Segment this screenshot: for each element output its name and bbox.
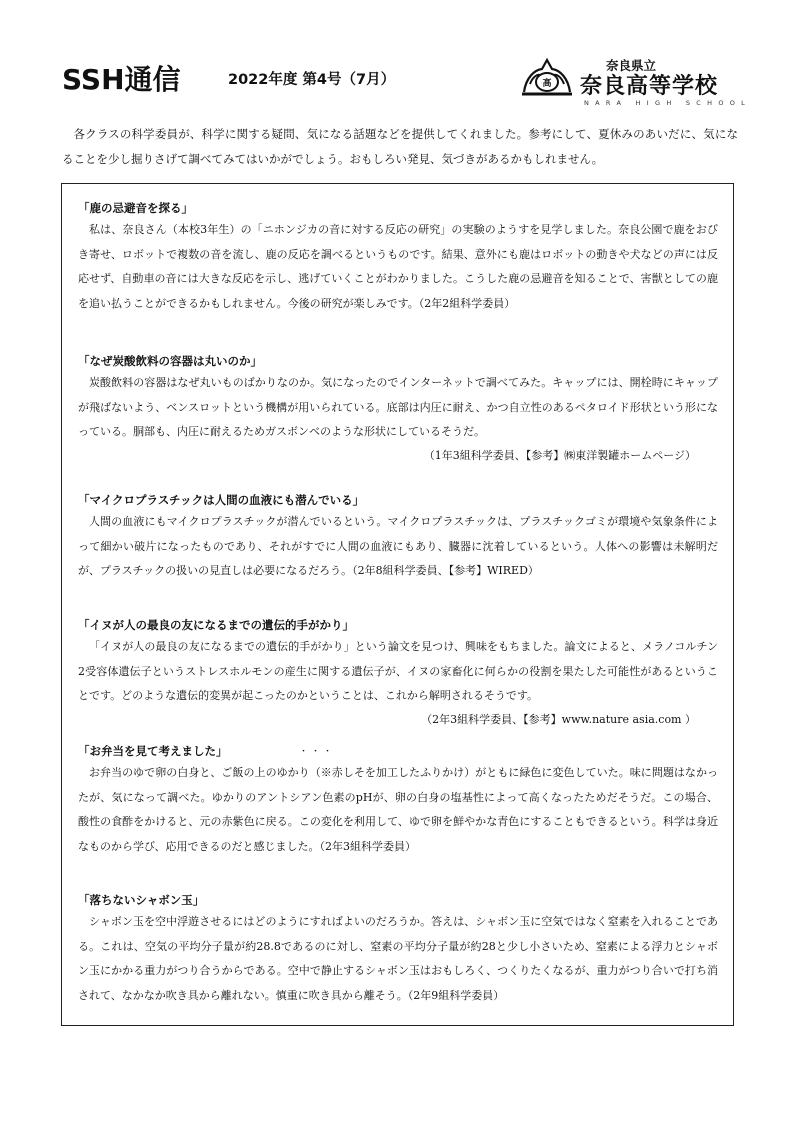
school-name-english: NARA HIGH SCHOOL [584, 99, 752, 107]
school-prefecture: 奈良県立 [606, 58, 657, 73]
newsletter-header [62, 52, 752, 108]
article-title: 「鹿の忌避音を探る」 [78, 201, 193, 215]
newsletter-title: SSH通信 [62, 63, 181, 96]
article-microplastic [78, 490, 718, 584]
intro-paragraph: 各クラスの科学委員が、科学に関する疑問、気になる話題などを提供してくれました。参考にして、夏休みのあいだに、気になることを少し掘りさげて調べてみてはいかがでしょう。おもしろい発見、気づきがあるかもしれません。 [62, 127, 738, 166]
article-body: シャボン玉を空中浮遊させるにはどのようにすればよいのだろうか。答えは、シャボン玉に空気ではなく窒素を入れることである。これは、空気の平均分子量が約28.8であるのに対し、窒素の平均分子量が約28と少し小さいため、窒素による浮力とシャボン玉にかかる重力がつり合うからである。空中で静止するシャボン玉はおもしろく、つくりたくなるが、重力がつり合いで打ち消されて、なかなか吹き具から離れない。慎重に吹き具から離そう。（2年9組科学委員） [78, 915, 718, 1002]
issue-info: 2022年度 第4号（7月） [228, 72, 396, 88]
article-source: （2年3組科学委員、【参考】www.nature asia.com ） [421, 712, 696, 726]
article-body: お弁当のゆで卵の白身と、ご飯の上のゆかり（※赤しそを加工したふりかけ）がともに緑色に変色していた。味に問題はなかったが、気になって調べた。ゆかりのアントシアン色素のpHが、卵の白身の塩基性によって高くなったためだそうだ。この場合、酸性の食酢をかけると、元の赤紫色に戻る。この変化を利用して、ゆで卵を鮮やかな青色にすることもできるという。科学は身近なものから学び、応用できるのだと感じました。（2年3組科学委員） [78, 766, 718, 853]
article-title: 「イヌが人の最良の友になるまでの遺伝的手がかり」 [78, 618, 354, 632]
article-deer [78, 198, 718, 316]
school-name: 奈良高等学校 [580, 74, 719, 99]
articles-box [61, 183, 734, 1026]
article-bubble [78, 890, 718, 1008]
school-emblem-icon [520, 56, 574, 100]
article-body: 人間の血液にもマイクロプラスチックが潜んでいるという。マイクロプラスチックは、プラスチックゴミが環境や気象条件によって細かい破片になったものであり、それがすでに人間の血液にもあり、臓器に沈着しているという。人体への影響は未解明だが、プラスチックの扱いの見直しは必要になるだろう。（2年8組科学委員、【参考】WIRED） [78, 515, 718, 578]
article-title: 「マイクロプラスチックは人間の血液にも潜んでいる」 [78, 493, 365, 507]
school-logo [520, 52, 752, 108]
article-dog [78, 615, 718, 731]
article-body: 私は、奈良さん（本校3年生）の「ニホンジカの音に対する反応の研究」の実験のようすを見学しました。奈良公園で鹿をおびき寄せ、ロボットで複数の音を流し、鹿の反応を調べるというものです。結果、意外にも鹿はロボットの動きや犬などの声には反応せず、自動車の音には大きな反応を示し、逃げていくことがわかりました。こうした鹿の忌避音を知ることで、害獣としての鹿を追い払うことができるかもしれません。今後の研究が楽しみです。（2年2組科学委員） [78, 223, 718, 310]
article-source: （1年3組科学委員、【参考】㈱東洋製罐ホームページ） [423, 448, 696, 462]
article-title: 「お弁当を見て考えました」 [78, 744, 228, 758]
article-title: 「なぜ炭酸飲料の容器は丸いのか」 [78, 354, 262, 368]
article-body: 炭酸飲料の容器はなぜ丸いものばかりなのか。気になったのでインターネットで調べてみた。キャップには、開栓時にキャップが飛ばないよう、ベンスロットという機構が用いられている。底部は内圧に耐え、かつ自立性のあるペタロイド形状という形になっている。胴部も、内圧に耐えるためガスボンベのような形状にしているそうだ。 [78, 376, 718, 439]
emphasis-marks: ・・・ [299, 747, 336, 757]
article-title: 「落ちないシャボン玉」 [78, 893, 205, 907]
article-carbonated [78, 351, 718, 467]
article-body: 「イヌが人の最良の友になるまでの遺伝的手がかり」という論文を見つけ、興味をもちました。論文によると、メラノコルチン2受容体遺伝子というストレスホルモンの産生に関する遺伝子が、イヌの家畜化に何らかの役割を果たした可能性があるということです。どのような遺伝的変異が起こったのかということは、これから解明されるそうです。 [78, 640, 718, 703]
svg-text:高: 高 [542, 79, 552, 89]
article-bento [78, 741, 718, 859]
